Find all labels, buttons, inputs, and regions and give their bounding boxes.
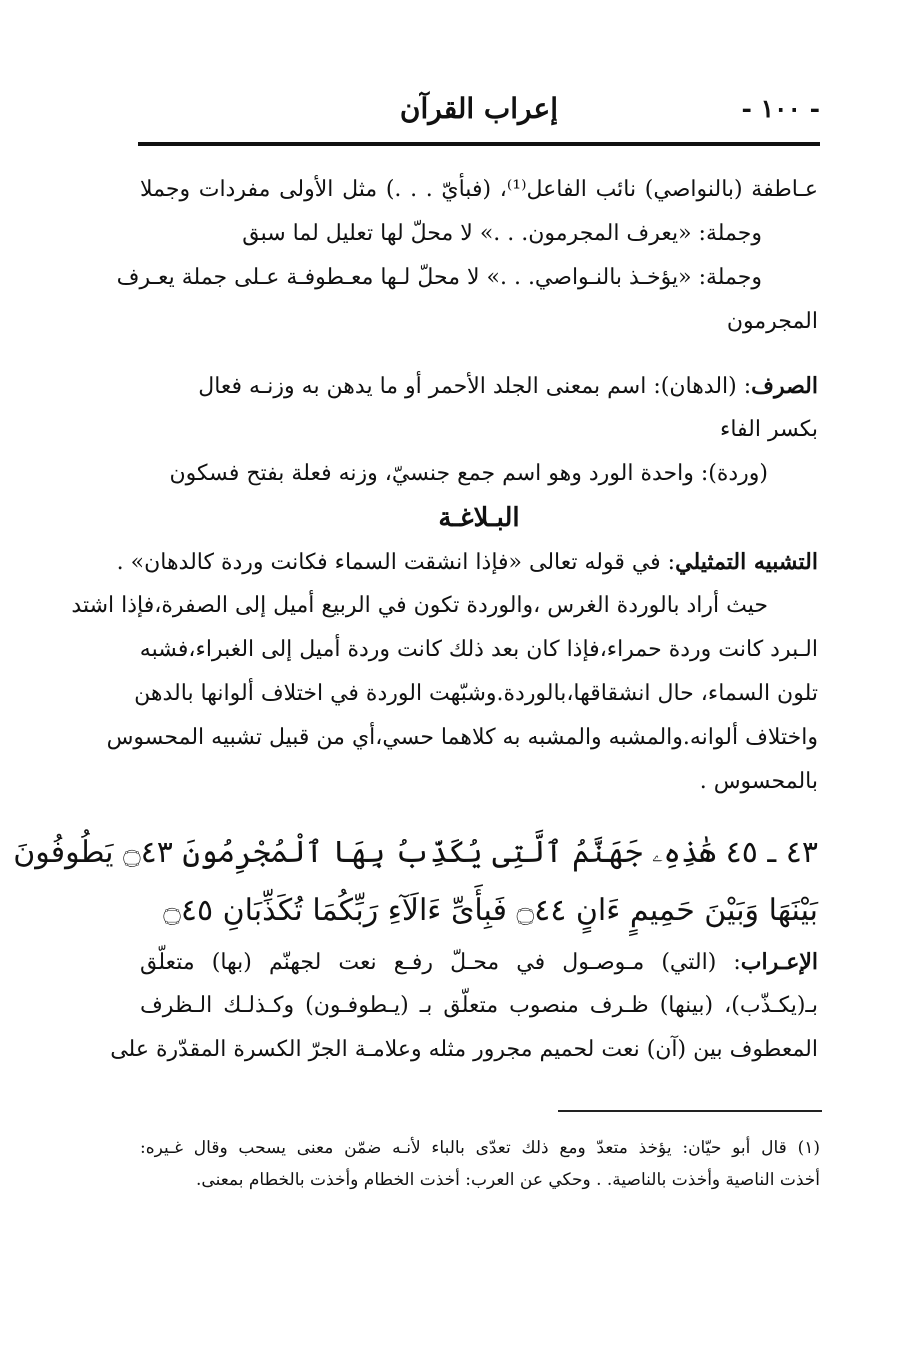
body-line: بكسر الفاء bbox=[719, 417, 818, 442]
balagha-heading: البـلاغـة bbox=[438, 503, 520, 533]
page-header bbox=[138, 88, 820, 132]
body-line: المعطوف بين (آن) نعت لحميم مجرور مثله وعلامـة الجرّ الكسرة المقدّرة على bbox=[110, 1037, 818, 1062]
quran-verse bbox=[13, 824, 818, 940]
body-line: وجملة: «يعرف المجرمون. . .» لا محلّ لها تعليل لما سبق bbox=[242, 221, 762, 246]
footnote-line: (١) قال أبو حيّان: يؤخذ متعدّ ومع ذلك تعدّى بالباء لأنـه ضمّن معنى يسحب وقال غـيره: bbox=[140, 1138, 820, 1158]
page-number: - ١٠٠ - bbox=[741, 94, 820, 123]
header-rule bbox=[138, 142, 820, 146]
irab-label: الإعـراب bbox=[740, 949, 818, 975]
body-line: بالمحسوس . bbox=[699, 769, 818, 794]
body-line: الـبرد كانت وردة حمراء،فإذا كان بعد ذلك كانت وردة أميل إلى الغبراء،فشبه bbox=[139, 637, 818, 662]
body-line: بـ(يكـذّب)، (بينها) ظـرف منصوب متعلّق بـ (يـطوفـون) وكـذلـك الـظرف bbox=[140, 993, 818, 1018]
body-line: وجملة: «يؤخـذ بالنـواصي. . .» لا محلّ لـها معـطوفـة عـلى جملة يعـرف bbox=[116, 265, 762, 290]
sarf-label: الصرف bbox=[751, 373, 818, 399]
body-line: المجرمون bbox=[726, 309, 818, 334]
sarf-text: : (الدهان): اسم بمعنى الجلد الأحمر أو ما يدهن به وزنـه فعال bbox=[198, 374, 752, 399]
footnote-rule bbox=[558, 1110, 822, 1112]
body-line: تلون السماء، حال انشقاقها،بالوردة.وشبّهت الوردة في اختلاف ألوانها بالدهن bbox=[134, 681, 818, 706]
footnotes bbox=[140, 1132, 820, 1196]
sarf-line bbox=[140, 364, 818, 408]
irab-line bbox=[140, 940, 818, 984]
page-body bbox=[13, 168, 818, 1072]
tashbih-line bbox=[116, 540, 818, 584]
running-title: إعراب القرآن bbox=[399, 92, 558, 125]
body-line: حيث أراد بالوردة الغرس ،والوردة تكون في الربيع أميل إلى الصفرة،فإذا اشتد bbox=[71, 593, 768, 618]
tashbih-label: التشبيه التمثيلي bbox=[675, 549, 818, 575]
verse-line: ٤٣ ـ ٤٥ هَٰذِهِۦ جَهَنَّمُ ٱلَّتِى يُكَذِّبُ بِهَا ٱلْمُجْرِمُونَ ۝٤٣ يَطُوفُونَ bbox=[13, 835, 818, 870]
body-line: (وردة): واحدة الورد وهو اسم جمع جنسيّ، وزنه فعلة بفتح فسكون bbox=[169, 461, 768, 486]
footnote-line: أخذت الناصية وأخذت بالناصية. . وحكي عن العرب: أخذت الخطام وأخذت بالخطام بمعنى. bbox=[196, 1170, 820, 1190]
tashbih-text: : في قوله تعالى «فإذا انشقت السماء فكانت وردة كالدهان» . bbox=[116, 550, 676, 575]
body-line: عـاطفة (بالنواصي) نائب الفاعل⁽¹⁾، (فبأيّ . . .) مثل الأولى مفردات وجملا bbox=[140, 177, 818, 202]
irab-text: : (التي) مـوصـول في محـلّ رفـع نعت لجهنّم (بها) متعلّق bbox=[140, 950, 741, 975]
verse-line: بَيْنَهَا وَبَيْنَ حَمِيمٍ ءَانٍ ۝٤٤ فَبِأَىِّ ءَالَآءِ رَبِّكُمَا تُكَذِّبَانِ ۝٤٥ bbox=[163, 893, 818, 928]
body-line: واختلاف ألوانه.والمشبه والمشبه به كلاهما حسي،أي من قبيل تشبيه المحسوس bbox=[106, 725, 818, 750]
